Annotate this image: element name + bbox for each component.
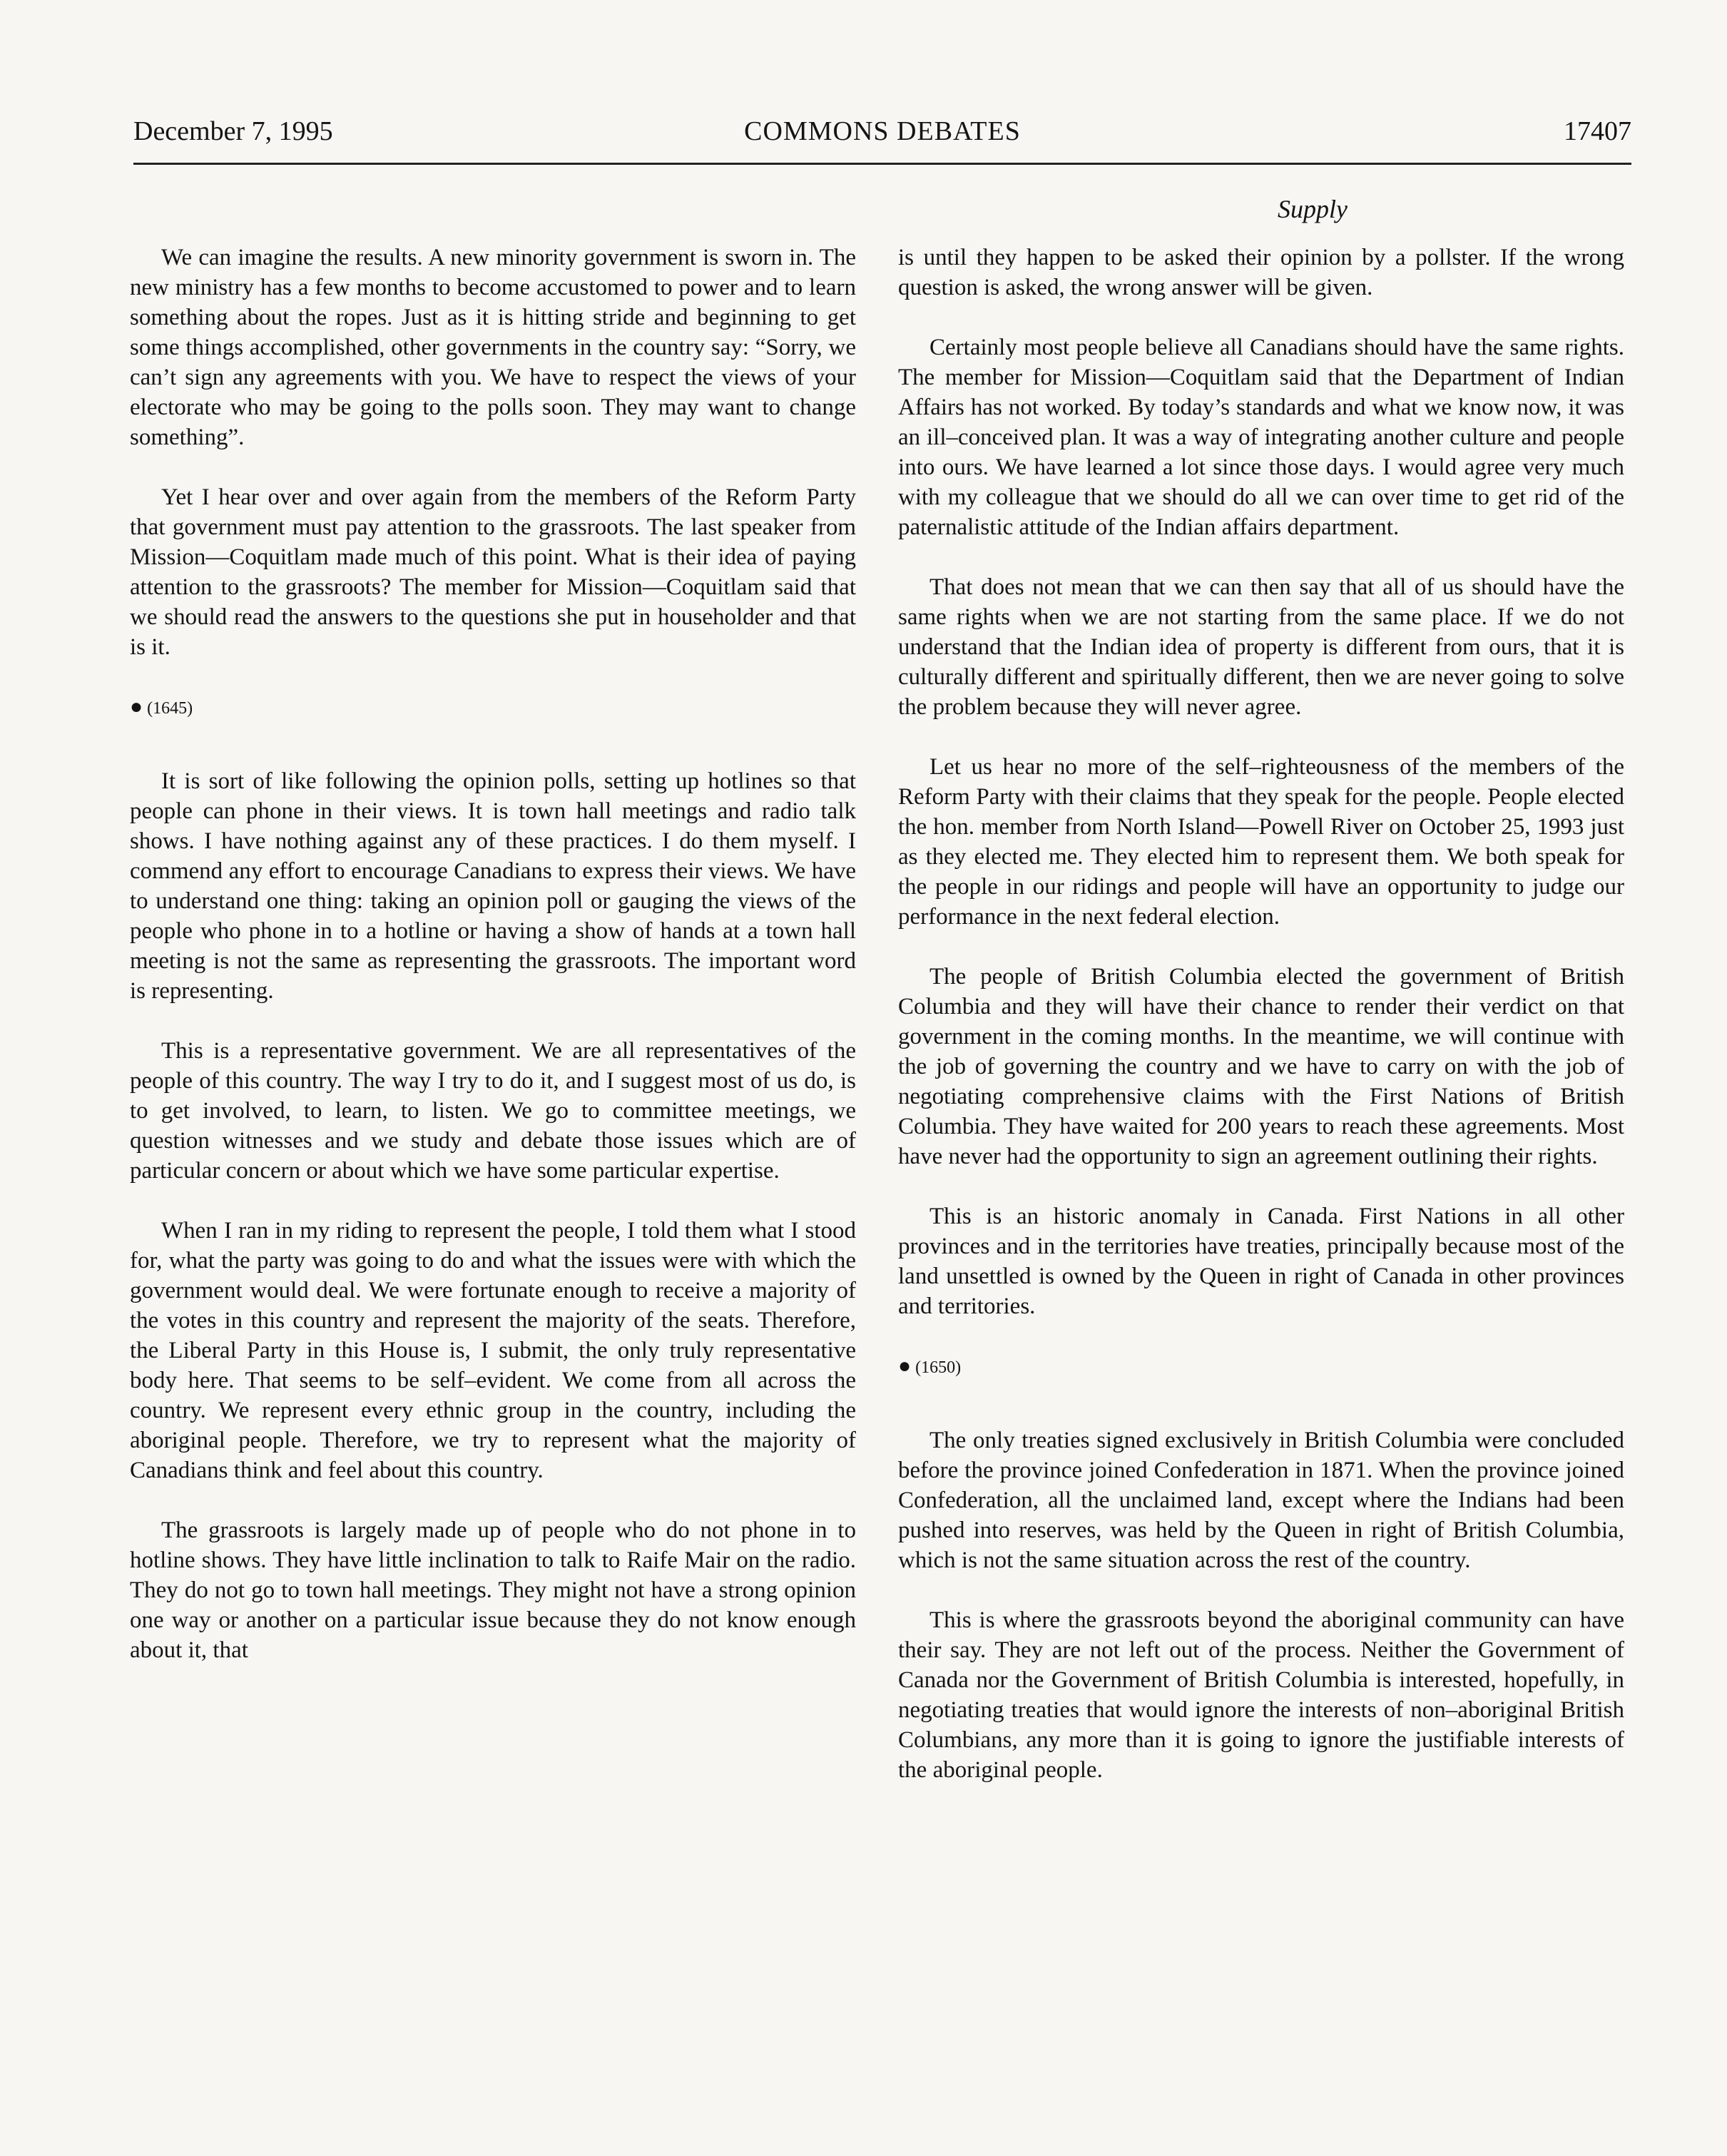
paragraph: When I ran in my riding to represent the people, I told them what I stood for, what the party was going to do and what the issues were with which the government would deal. We were fortunate enough to receive a majority of the votes in this country and represent the majority of the seats. Therefore, the Liberal Party in this House is, I submit, the only truly representative body here. That seems to be self–evident. We come from all across the country. We represent every ethnic group in the country, including the aboriginal people. Therefore, we try to represent what the majority of Canadians think and feel about this country. xyxy=(130,1218,856,1483)
bullet-icon: ● xyxy=(130,695,143,718)
paragraph: The grassroots is largely made up of people who do not phone in to hotline shows. They have little inclination to talk to Raife Mair on the radio. They do not go to town hall meetings. They might not have a strong opinion one way or another on a particular issue because they do not know enough about it, that xyxy=(130,1517,856,1663)
bullet-icon: ● xyxy=(898,1354,912,1378)
time-marker-label: (1645) xyxy=(147,699,193,718)
paragraph: The people of British Columbia elected the government of British Columbia and they will have their chance to render their verdict on that government in the coming months. In the meantime, we will continue with the job of governing the country and we have to carry on with the job of negotiating comprehensive claims with the First Nations of British Columbia. They have waited for 200 years to reach these agreements. Most have never had the opportunity to sign an agreement outlining their rights. xyxy=(898,964,1624,1169)
paragraph: That does not mean that we can then say that all of us should have the same rights when we are not starting from the same place. If we do not understand that the Indian idea of property is different from ours, that it is culturally different and spiritually different, then we are never going to solve the problem because they will never agree. xyxy=(898,574,1624,720)
paragraph: This is an historic anomaly in Canada. First Nations in all other provinces and in the territories have treaties, principally because most of the land unsettled is owned by the Queen in right of Canada in other provinces and territories. xyxy=(898,1204,1624,1319)
paragraph: We can imagine the results. A new minority government is sworn in. The new ministry has a few months to become accustomed to power and to learn something about the ropes. Just as it is hitting stride and beginning to get some things accomplished, other governments in the country say: “Sorry, we can’t sign any agreements with you. We have to respect the views of your electorate who may be going to the polls soon. They may want to change something”. xyxy=(130,245,856,450)
paragraph: Yet I hear over and over again from the members of the Reform Party that government must pay attention to the grassroots. The last speaker from Mission—Coquitlam made much of this point. What is their idea of paying attention to the grassroots? The member for Mission—Coquitlam said that we should read the answers to the questions she put in householder and that is it. xyxy=(130,484,856,660)
header-rule xyxy=(133,163,1631,165)
running-head: Supply xyxy=(1278,195,1348,223)
right-column xyxy=(898,243,1624,1815)
paragraph: This is where the grassroots beyond the aboriginal community can have their say. They are not left out of the process. Neither the Government of Canada nor the Government of British Columbia is interested, hopefully, in negotiating treaties that would ignore the interests of non–aboriginal British Columbians, any more than it is going to ignore the justifiable interests of the aboriginal people. xyxy=(898,1607,1624,1783)
time-marker xyxy=(130,692,856,723)
header-date: December 7, 1995 xyxy=(133,116,333,146)
paragraph: The only treaties signed exclusively in British Columbia were concluded before the province joined Confederation in 1871. When the province joined Confederation, all the unclaimed land, except where the Indians had been pushed into reserves, was held by the Queen in right of British Columbia, which is not the same situation across the rest of the country. xyxy=(898,1428,1624,1573)
time-marker xyxy=(898,1351,1624,1383)
time-marker-label: (1650) xyxy=(915,1358,962,1377)
paragraph: This is a representative government. We are all representatives of the people of this country. The way I try to do it, and I suggest most of us do, is to get involved, to learn, to listen. We go to committee meetings, we question witnesses and we study and debate those issues which are of particular concern or about which we have some particular expertise. xyxy=(130,1038,856,1184)
paragraph: It is sort of like following the opinion polls, setting up hotlines so that people can phone in their views. It is town hall meetings and radio talk shows. I have nothing against any of these practices. I do them myself. I commend any effort to encourage Canadians to express their views. We have to understand one thing: taking an opinion poll or gauging the views of the people who phone in to a hotline or having a show of hands at a town hall meeting is not the same as representing the grassroots. The important word is representing. xyxy=(130,768,856,1004)
paragraph: is until they happen to be asked their opinion by a pollster. If the wrong question is asked, the wrong answer will be given. xyxy=(898,245,1624,300)
page-header xyxy=(133,116,1631,158)
header-page-number: 17407 xyxy=(1564,116,1631,146)
paragraph: Certainly most people believe all Canadians should have the same rights. The member for Mission—Coquitlam said that the Department of Indian Affairs has not worked. By today’s standards and what we know now, it was an ill–conceived plan. It was a way of integrating another culture and people into ours. We have learned a lot since those days. I would agree very much with my colleague that we should do all we can over time to get rid of the paternalistic attitude of the Indian affairs department. xyxy=(898,335,1624,540)
left-column xyxy=(130,243,856,1695)
header-title: COMMONS DEBATES xyxy=(744,116,1021,146)
paragraph: Let us hear no more of the self–righteousness of the members of the Reform Party with their claims that they speak for the people. People elected the hon. member from North Island—Powell River on October 25, 1993 just as they elected me. They elected him to represent them. We both speak for the people in our ridings and people will have an opportunity to judge our performance in the next federal election. xyxy=(898,754,1624,930)
